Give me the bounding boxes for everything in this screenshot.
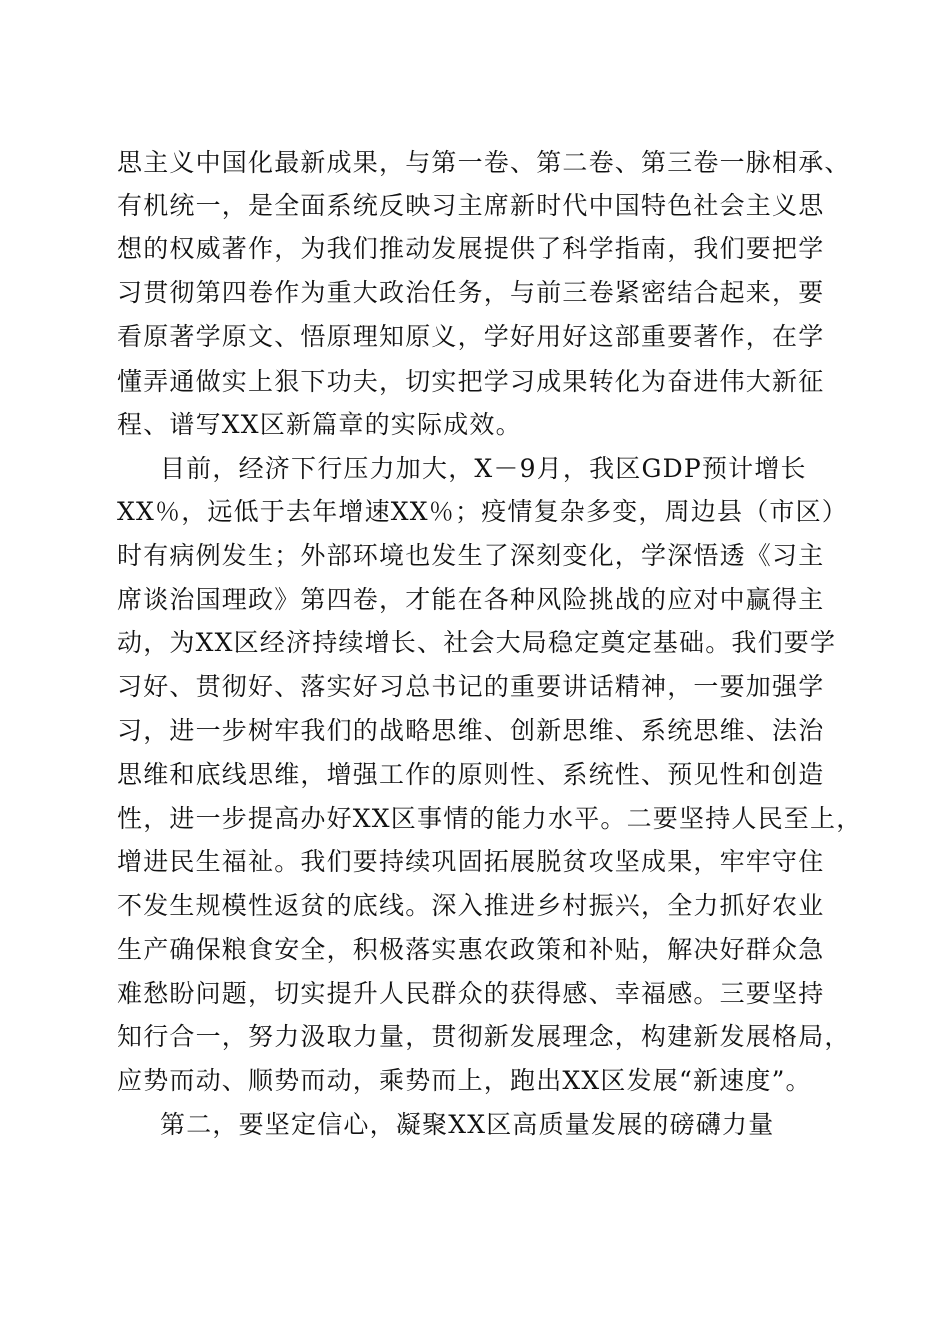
text-line: 有机统一，是全面系统反映习主席新时代中国特色社会主义思 <box>117 191 825 220</box>
text-line: 思主义中国化最新成果，与第一卷、第二卷、第三卷一脉相承、 <box>117 148 851 177</box>
text-line: 思维和底线思维，增强工作的原则性、系统性、预见性和创造 <box>117 760 825 789</box>
text-line: 不发生规模性返贫的底线。深入推进乡村振兴，全力抓好农业 <box>117 891 825 920</box>
text-line: 时有病例发生；外部环境也发生了深刻变化，学深悟透《习主 <box>117 541 825 570</box>
section-heading: 第二，要坚定信心，凝聚XX区高质量发展的磅礴力量 <box>160 1110 775 1139</box>
text-line: 性，进一步提高办好XX区事情的能力水平。二要坚持人民至上， <box>117 804 863 833</box>
text-line: 知行合一，努力汲取力量，贯彻新发展理念，构建新发展格局， <box>117 1022 851 1051</box>
text-line: 席谈治国理政》第四卷，才能在各种风险挑战的应对中赢得主 <box>117 585 825 614</box>
text-line: 习好、贯彻好、落实好习总书记的重要讲话精神，一要加强学 <box>117 672 825 701</box>
text-line: 难愁盼问题，切实提升人民群众的获得感、幸福感。三要坚持 <box>117 979 825 1008</box>
paragraph-start-line: 目前，经济下行压力加大，X－9月，我区GDP预计增长 <box>160 454 807 483</box>
text-line: 程、谱写XX区新篇章的实际成效。 <box>117 410 522 439</box>
text-line: 习贯彻第四卷作为重大政治任务，与前三卷紧密结合起来，要 <box>117 278 825 307</box>
text-line: 想的权威著作，为我们推动发展提供了科学指南，我们要把学 <box>117 234 825 263</box>
text-line: 习，进一步树牢我们的战略思维、创新思维、系统思维、法治 <box>117 716 825 745</box>
text-line: 动，为XX区经济持续增长、社会大局稳定奠定基础。我们要学 <box>117 628 837 657</box>
text-line: 懂弄通做实上狠下功夫，切实把学习成果转化为奋进伟大新征 <box>117 367 825 396</box>
text-line: 生产确保粮食安全，积极落实惠农政策和补贴，解决好群众急 <box>117 935 825 964</box>
text-line: XX％，远低于去年增速XX％；疫情复杂多变，周边县（市区） <box>117 497 848 526</box>
text-line: 应势而动、顺势而动，乘势而上，跑出XX区发展“新速度”。 <box>117 1066 812 1095</box>
text-line: 增进民生福祉。我们要持续巩固拓展脱贫攻坚成果，牢牢守住 <box>117 847 825 876</box>
text-line: 看原著学原文、悟原理知原义，学好用好这部重要著作，在学 <box>117 322 825 351</box>
